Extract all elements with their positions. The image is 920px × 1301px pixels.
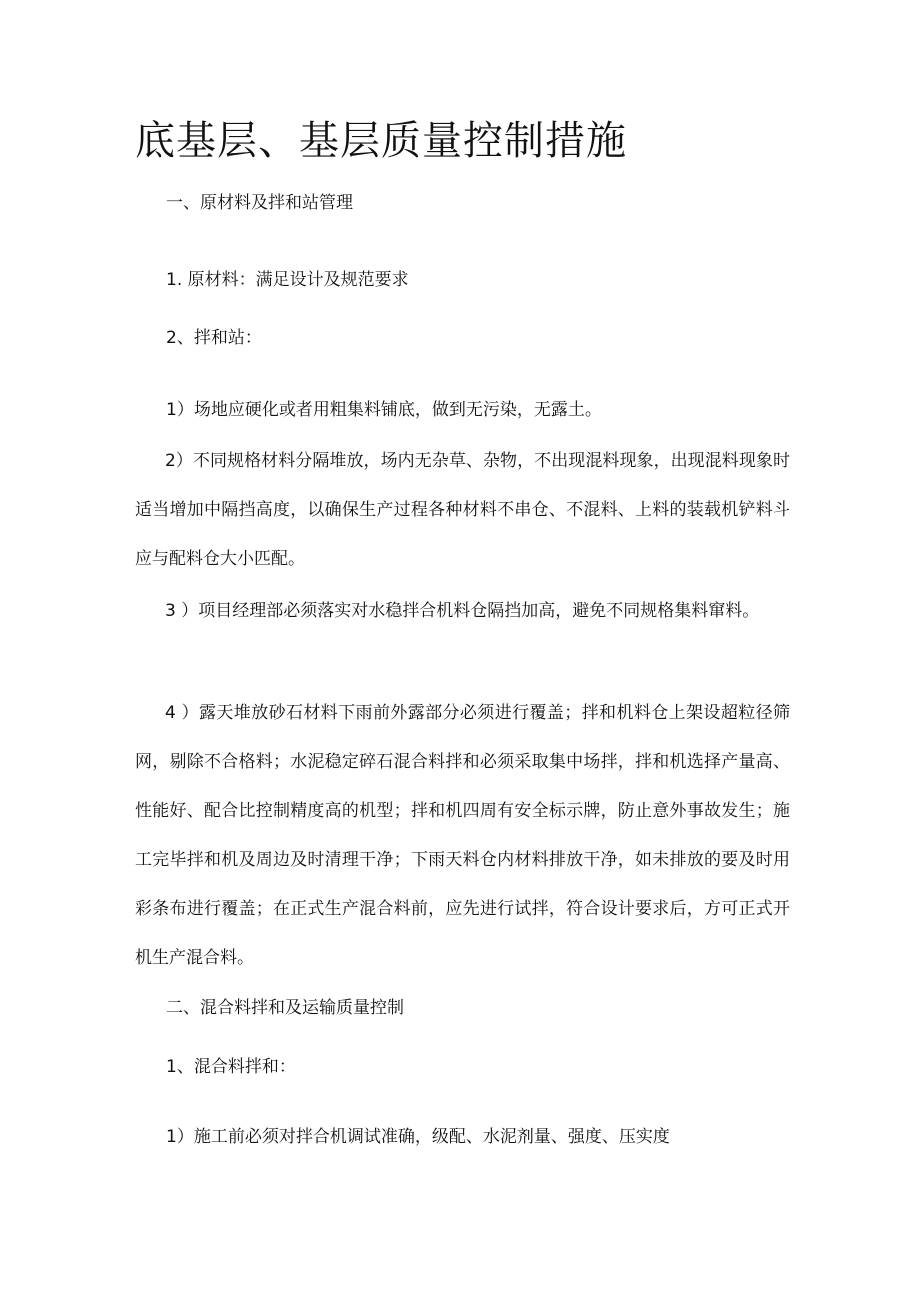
list-item-mixing: 1、混合料拌和： xyxy=(166,1057,296,1077)
section-heading-2: 二、混合料拌和及运输质量控制 xyxy=(166,998,404,1018)
list-item-mixing-station: 2、拌和站： xyxy=(166,328,262,348)
paragraph-sub-1: 1）场地应硬化或者用粗集料铺底，做到无污染，无露土。 xyxy=(166,400,602,420)
paragraph-sub-4: 4 ）露天堆放砂石材料下雨前外露部分必须进行覆盖；拌和机料仓上架设超粒径筛网，剔除不合格料；水泥稳定碎石混合料拌和必须采取集中场拌，拌和机选择产量高、性能好、配合比控制精度高的机型；拌和机四周有安全标示牌，防止意外事故发生；施工完毕拌和机及周边及时清理干净；下雨天料仓内材料排放干净，如未排放的要及时用彩条布进行覆盖；在正式生产混合料前，应先进行试拌，符合设计要求后，方可正式开机生产混合料。 xyxy=(135,703,790,968)
paragraph-sub-5: 1）施工前必须对拌合机调试准确，级配、水泥剂量、强度、压实度 xyxy=(166,1127,670,1147)
paragraph-sub-2: 2）不同规格材料分隔堆放，场内无杂草、杂物，不出现混料现象，出现混料现象时适当增加中隔挡高度，以确保生产过程各种材料不串仓、不混料、上料的装载机铲料斗应与配料仓大小匹配。 xyxy=(135,451,790,569)
document-title: 底基层、基层质量控制措施 xyxy=(135,118,627,164)
paragraph-sub-3: 3 ）项目经理部必须落实对水稳拌合机料仓隔挡加高，避免不同规格集料窜料。 xyxy=(165,601,760,621)
list-item-raw-materials: 1. 原材料：满足设计及规范要求 xyxy=(166,270,409,290)
section-heading-1: 一、原材料及拌和站管理 xyxy=(166,193,353,213)
